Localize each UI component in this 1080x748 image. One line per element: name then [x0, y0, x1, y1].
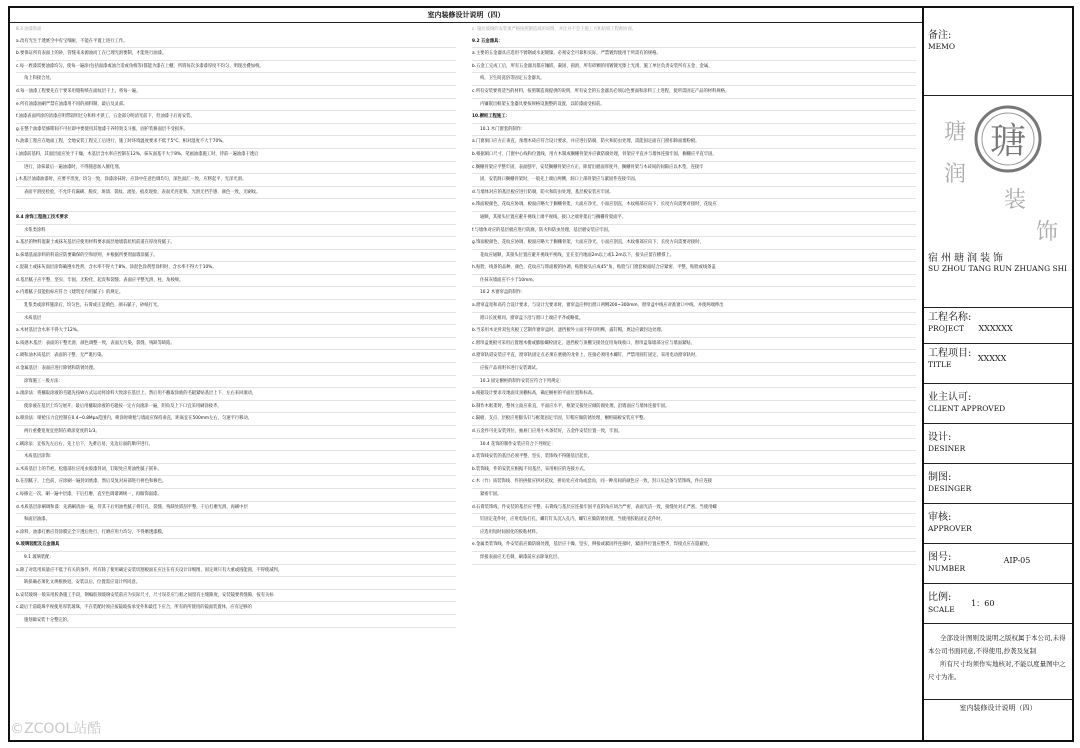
text-line: 花纹应通顺，其接头位置应避开视线平视线，宜在室内地面2m以上或1.2m以下，接头应留在横撑上。 — [472, 250, 916, 263]
left-text-column — [16, 24, 456, 736]
text-line: c. 镜拉玻璃的安装须严格按照制造商的说明，并注并不会干施工方和结构工程师协商。 — [472, 27, 637, 32]
logo-char-4: 饰 — [1036, 220, 1059, 245]
text-line: h.贴脸、线条的品种、颜色、花纹应与饰面板的协调，贴脸接头应成45°角，贴脸与门窗套板面结合应紧密、平整，贴脸或线条盖 — [472, 262, 916, 275]
text-line: a.木质基层上的节疤，松脂部位应用虫胶漆封闭，钉眼处应用油性腻子嵌补。 — [16, 464, 456, 477]
text-line: 缺损确必须化文规根换退，安装以后，位置需应设计所同意。 — [16, 577, 456, 590]
text-line: c.隔板、支点、层板应用膨头钉与框架固定牢固，钉帽应做防锈处理，橱柜隔板安装应平整。 — [472, 413, 916, 426]
designer-label-en: DESINER — [928, 444, 966, 453]
text-line: 住抹灰墙面应不小于10mm。 — [472, 275, 916, 288]
text-line: 内镶嵌出框架五金器具要按规格设施整的设置，以防漆面受损前。 — [472, 99, 916, 112]
text-line: g.在整个油漆装修期间不可拉即中要使用其他漆干养特效支斗涨，固护装修面层不受损坏。 — [16, 124, 456, 137]
text-line: 9.1 玻璃装配： — [16, 552, 456, 565]
title-label-en: TITLE — [928, 360, 952, 369]
text-line: c.调和油木质基层：表面的干整、无严裹污染。 — [16, 350, 456, 363]
text-line: b.当采用木龙骨双包夹板工艺制作窗帘盒时，遮挡板外立面不得有明榫，露钉帽，底边应做封边处理。 — [472, 325, 916, 338]
text-line: 焊接表面应无毛刺，刷漆前应去除氧化层。 — [472, 552, 916, 565]
text-line: e.内墙腻子技能指标应符合《建筑室内用腻子》的规定。 — [16, 287, 456, 300]
firm-logo-cell — [924, 96, 1072, 308]
text-line: c.混凝土或抹灰面层涂饰确遵水性剂，含水率不得大于8%，涂混色涂剂型涂料时，含水率不得大于10%。 — [16, 262, 456, 275]
text-line: a.除了对选用质量应不低于有关的条件，所有除了使用确定安装切割板面在应注在有关设计详细图，固定规只有大重或圆能圆，不得使减到。 — [16, 565, 456, 578]
text-line: d.石膏装饰线、件安装的基层应平整，石膏线与基层应连接牢固平直阴角应闭合严密，表面光洁一致，接缝处对正严密，当使用螺 — [472, 502, 916, 515]
client-label-en: CLIENT APPROVED — [928, 404, 1006, 413]
text-line: c.木（竹）质装饰线、件的拼接应拼对花纹，拼角处应对角或套角，同一种房间的颜色应一致，封口压边条与装饰线，件应连接 — [472, 476, 916, 489]
memo-label-en: MEMO — [928, 42, 955, 51]
text-line: 固，安装洞口搁栅骨架时，一般先上端后两侧，洞口上部骨架应与紧固件连接牢固。 — [472, 174, 916, 187]
firm-name-en: SU ZHOU TANG RUN ZHUANG SHI — [928, 264, 1068, 273]
text-line: e.所有油漆油刷严禁在油漆用不同的颜料制，最后及灵部。 — [16, 99, 456, 112]
text-line: 10.橱柜工程施工： — [472, 111, 916, 124]
text-line: 10.2 木窗帘盒的制作： — [472, 287, 916, 300]
text-line: 木质基层涂饰： — [16, 451, 456, 464]
text-line: a.门窗洞口应方正垂直，预埋木砖应符合设计要求，并应进行防腐，防火和防虫处理，需能固定面在门窗扣除面墙粉板。 — [472, 136, 916, 149]
text-line: 角上和接合处。 — [16, 73, 456, 86]
text-line: c.搁栅骨架应平整牢固，表面刨平，安装搁栅骨架应方正，除留出板面厚度外，搁栅骨架与木砖间的间隙应以木垫，连接牢 — [472, 162, 916, 175]
text-line: d.基层腻子应平整、坚实、牢固，无粉化、起皮和裂缝；表面应平整光滑、柱、角棱规。 — [16, 275, 456, 288]
text-line: 进行，涂抹最后一遍油漆时，不得随意加入催化剂。 — [16, 162, 456, 175]
text-line: 应选用短时间固化的胶粘材料。 — [472, 527, 916, 540]
firm-logo-icon — [928, 99, 1068, 249]
text-line: 窗口长度相同，窗帘盒下沿与窗口上端应平齐或略低。 — [472, 313, 916, 326]
text-line: 和面层油漆。 — [16, 514, 456, 527]
text-line: b.制作木框架时，整体立面应垂直，平面应水平，框架交接处应做防腐处理，沿墙面应与墙体连接牢固。 — [472, 401, 916, 414]
text-line: 施划做安装十分整完的。 — [16, 615, 456, 628]
right-text-column — [472, 24, 916, 736]
text-line: c.窗帘盒底板可采用后置埋木楔或膨胀螺栓固定，遮挡板与顶棚交接处宜用角线收口，窗帘盒靠墙部分应与墙面紧贴。 — [472, 338, 916, 351]
scale-cell — [924, 584, 1072, 624]
text-line: a.窗帘盒宽和高符合设计要求，与设计无要求时，窗帘盒应伸出窗口两侧200~300mm，窗帘盒中线应对准窗口中线，并使两端伸出 — [472, 300, 916, 313]
text-line: 10.1 木门窗套的制作： — [472, 124, 916, 137]
watermark: ©ZCOOL站酷 — [10, 721, 102, 737]
approver-label: 审核: — [928, 512, 952, 523]
text-line: d.每一油漆工程要先在于要采用缝粉喷在面纹层干上，将每一遍。 — [16, 86, 456, 99]
scale-label: 比例: — [928, 592, 952, 603]
text-line: a.主要的五金器具应选用不锈钢或水泥镀镍，必须安全可靠和实际，严禁镀焊使用于所需有的规格。 — [472, 48, 916, 61]
text-line: a.基层的物料混凝土或抹灰基层应使用材料要求面层地墙裂状机前道在厚度骨腻子。 — [16, 237, 456, 250]
text-line: a.改有光生于透底空中有宝细耐，不能在平置上进行工作。 — [16, 36, 456, 49]
text-line: b.质感木基层：表面的干整光滑，颜色调整一致，表面无污染，裂缝，残缺等缺陷。 — [16, 338, 456, 351]
text-line: 涂饰施工一般方法： — [16, 376, 456, 389]
title-block — [924, 8, 1072, 740]
text-line: 水浆类涂料 — [16, 225, 456, 238]
text-line: 10.4 花饰的制作安装应符合下列规定： — [472, 439, 916, 452]
text-line: 两行重叠宽度宜控制在喷涂宽度的1/3。 — [16, 426, 456, 439]
text-line: e.涂料、油漆打磨应待涂膜完全干透后进行，打磨应用力均匀，不得磨透漆膜。 — [16, 527, 456, 540]
approver-cell — [924, 504, 1072, 544]
text-line: 水质基层 — [16, 313, 456, 326]
text-line: d.窗帘轨道安装应平直，窗帘轨固定点必须在底板的龙骨上，连接必须用木螺钉，严禁用圆钉固定，采用电动窗帘轨时， — [472, 350, 916, 363]
text-line — [16, 199, 456, 212]
text-line: 8.3 油漆饰面 — [16, 27, 42, 32]
client-approved-cell — [924, 384, 1072, 424]
approver-label-en: APPROVER — [928, 524, 972, 533]
drafter-label: 制图: — [928, 472, 952, 483]
text-line: e.金属类装饰线、件安装前应做防腐处理，基层应干燥、坚实，铆接或紧固件连接时，紧固件位置应整齐，焊接点应在隐蔽处， — [472, 539, 916, 552]
text-line: 构，卫生间洗浴等固定五金器具。 — [472, 73, 916, 86]
memo-cell — [924, 8, 1072, 96]
footer-title: 室内装修设计说明（四） — [959, 704, 1037, 712]
text-line: f.与墙体对应的基层板应进行防腐，防火和防虫处理，基层板安装应牢固。 — [472, 225, 916, 238]
designer-label: 设计: — [928, 432, 952, 443]
project-value: XXXXXX — [978, 324, 1013, 333]
text-line: b.装饰线，件的安装应根据不同基层，采用相应的连接方式。 — [472, 464, 916, 477]
text-line: b.安装玻璃一般采用胶条施工手段，钢编胶须玻璃安装前应为实际尺寸，尺寸误差应与框之间留有主缝隙度，安装镜要将缝隙，按有关标 — [16, 590, 456, 603]
project-cell — [924, 308, 1072, 344]
text-line: b.喷涂法：喷枪压力宜控制在0.4~0.8Mpa范围内，喷涂时喷枪与墙面应保持垂直，距离宜在500mm左右，匀速平行移动， — [16, 413, 456, 426]
number-cell — [924, 544, 1072, 584]
text-line: c.每修完一次，刷一遍中层漆，干后打磨，直至色调谐调统一，再做饰面漆。 — [16, 489, 456, 502]
text-line: f.油漆表面所涂的清漆应明带较明过分和样才锁工，五金部分明清光前下，但油漆干后再安装。 — [16, 111, 456, 124]
title-cell — [924, 344, 1072, 384]
text-line: 8.4 涂饰工程施工技术要求 — [16, 212, 456, 225]
client-label: 业主认可: — [928, 392, 972, 403]
text-line: b.根据洞口尺寸、门窗中心线和位置线，用方木制成搁栅骨架并应做防腐处理，骨架应平直并与墙体连接牢固，搁栅应平直牢固。 — [472, 149, 916, 162]
text-line: c.所有安装要将适当的材料，按照制造商提供的说明，所有安全的五金器具必须以色要面和涂料工上进程，使所需固定产品的材料规格。 — [472, 86, 916, 99]
text-line: i.油漆前基料，其面层面应处于干燥，木基层含水率应控制在12%，抹灰面基不大于8%，笔画油漆施工时，待前一遍油漆干透后 — [16, 149, 456, 162]
footer-title-cell — [924, 700, 1072, 740]
text-line: a.木材基层含水率不得大于12%。 — [16, 325, 456, 338]
text-line: a.装饰线安装的基层必须平整、坚实，装饰线不得随基层起伏。 — [472, 451, 916, 464]
text-line: e.饰面板颜色、花纹应协调，板面应略大于搁栅骨架，大面应净光，小面应刮直，木纹根部应向下，长度方向需要对接时，花纹应 — [472, 199, 916, 212]
designer-cell — [924, 424, 1072, 464]
text-line: 紧密牢固。 — [472, 489, 916, 502]
text-line: c.刷涂法：宜按先左后右，先上后下，先难后易，先边后面的顺序进行。 — [16, 439, 456, 452]
number-value: AIP-05 — [1003, 556, 1031, 565]
main-content-area — [10, 8, 924, 740]
text-line: c.每一底漆需要油漆均匀，使每一遍涂(包括面漆或油合适或角棱等)都能为漆在上棚，所谓每次多漆漆厚度不均匀，明现出叠加棱。 — [16, 61, 456, 74]
text-line: d.木质基层涂刷调和漆：先满刷清油一遍，待其干后用油性腻子将钉孔、裂缝、残缺处嵌刮平整，干后打磨光滑，再刷中层 — [16, 502, 456, 515]
dimension-note: 所有尺寸均须作实地核对,不能以度量图中之尺寸为准。 — [928, 660, 1066, 681]
text-line: b.在刮腻子，上色前，应涂刷一遍封闭底漆，然后反复对局部进行拼色和修色。 — [16, 476, 456, 489]
title-value: XXXXX — [977, 354, 1007, 363]
text-line: d.五金件可先安装到位，抽屉门应用小木条装好，五金件安装位置一致，牢固。 — [472, 426, 916, 439]
text-line: c.最后于前玻珠平视使用厚装玻珠，不在装配时须应按镜玻按承受外和最佳下应合，所有的所使用的镜面装置体，应有足够的 — [16, 602, 456, 615]
project-label-en: PROJECT — [928, 324, 965, 333]
logo-char-3: 装 — [1004, 188, 1027, 213]
text-line: g.饰面板颜色、花纹应协调，板面应略大于搁栅骨架，大面应净光，小面应刮直，木纹根部应向下，长度方向需要对接时， — [472, 237, 916, 250]
text-line: 使涂液在基层上均匀展开，最后用蘸取涂液的毛辊按一定方向滚涂一遍，阴角及上下口宜采用刷涂接齐。 — [16, 401, 456, 414]
text-line: 钉固定花件时，应用电钻打孔，螺钉钉头沉入孔内，螺钉应做防锈处理，当使用胶粘固定花件时， — [472, 514, 916, 527]
drafter-cell — [924, 464, 1072, 504]
text-line: 通顺，其接头位置应避开视线上端平视线，接口之端骨架后与搁栅骨架面平。 — [472, 212, 916, 225]
logo-char-1: 瑭 — [944, 120, 967, 145]
memo-label: 备注: — [928, 30, 952, 41]
copyright-note-cell — [924, 624, 1072, 700]
text-line: j.木基层油漆油漆时，应要平坦度，均匀一致，涂漆涂抹时，应涂中任意色调均匀，深色面汇一致，应楞起平，光泽光滑。 — [16, 174, 456, 187]
number-label-en: NUMBER — [928, 564, 966, 573]
text-line: h.油漆工程应在地面工程，全地安装工程完工后进行，施工时环境温度要求不低于5°C，相对湿度不大于70%。 — [16, 136, 456, 149]
text-line: 10.3 固定橱柜的制作安装应符合下列规定： — [472, 376, 916, 389]
text-line: b.抹墙基面涂料的料前应防要确保的空和原则，并根据所要剂面墙涂腻子。 — [16, 250, 456, 263]
scale-label-en: SCALE — [928, 605, 955, 614]
drafter-label-en: DESINGER — [928, 484, 972, 493]
text-line: b.五金工完成工后，所有五金器具都应镶嵌、凝固、圆滑，所有碎颗的用镀镀光擦上光滑，施工单位负责安装所有五金、金属、 — [472, 61, 916, 74]
text-line: 乳浆类或涂料施涂后，均匀色，石膏或正是填色，颜石腻子，砂纸打光。 — [16, 300, 456, 313]
text-line: 应按产品说明书进行安装调试。 — [472, 363, 916, 376]
drawing-sheet — [8, 6, 1074, 742]
text-line: 表面平滑度检验，不允许有漏刷、脱皮、斑渍、裂纹、流坠、痕皮现象，表面光亮宽和，光滑无挡手感，颜色一致，无刷纹。 — [16, 187, 456, 200]
text-line: 9.玻璃装配及五金器具 — [16, 539, 456, 552]
number-label: 图号: — [928, 552, 952, 563]
text-line: d.金属基层：表面应进行除锈和防锈处理。 — [16, 363, 456, 376]
scale-value: 1：60 — [971, 599, 995, 608]
title-label: 工程项目: — [928, 348, 972, 359]
document-title: 室内装修设计说明（四） — [10, 8, 922, 23]
firm-name: 宿州瑭润装饰 — [928, 253, 1006, 264]
text-line: b.要保证所有表面上的砂，管缝来来源油而工在已理光滑要制，才能进行油漆。 — [16, 48, 456, 61]
text-line: a.滚涂法：将蘸取涂液的毛辊先按W方式运动将涂料大致涂在基层上，然后用不蘸取涂液的毛辊紧贴基层上下、左右来回滚动， — [16, 388, 456, 401]
text-line: 9.2 五金器具： — [472, 36, 916, 49]
copyright-note: 全部设计图则及说明之版权属于本公司,未得本公司书面同意,不得使用,抄袭及复制 — [928, 634, 1066, 655]
logo-center-char: 瑭 — [989, 121, 1027, 162]
text-line: a.根据设计要求及地面及顶棚标高，确定橱柜的平面位置和标高。 — [472, 388, 916, 401]
project-label: 工程名称: — [928, 312, 972, 323]
text-line: d.与墙体对应的基层板应进行防腐，防火和防虫处理，基层板安装应牢固。 — [472, 187, 916, 200]
logo-char-2: 润 — [944, 162, 967, 187]
